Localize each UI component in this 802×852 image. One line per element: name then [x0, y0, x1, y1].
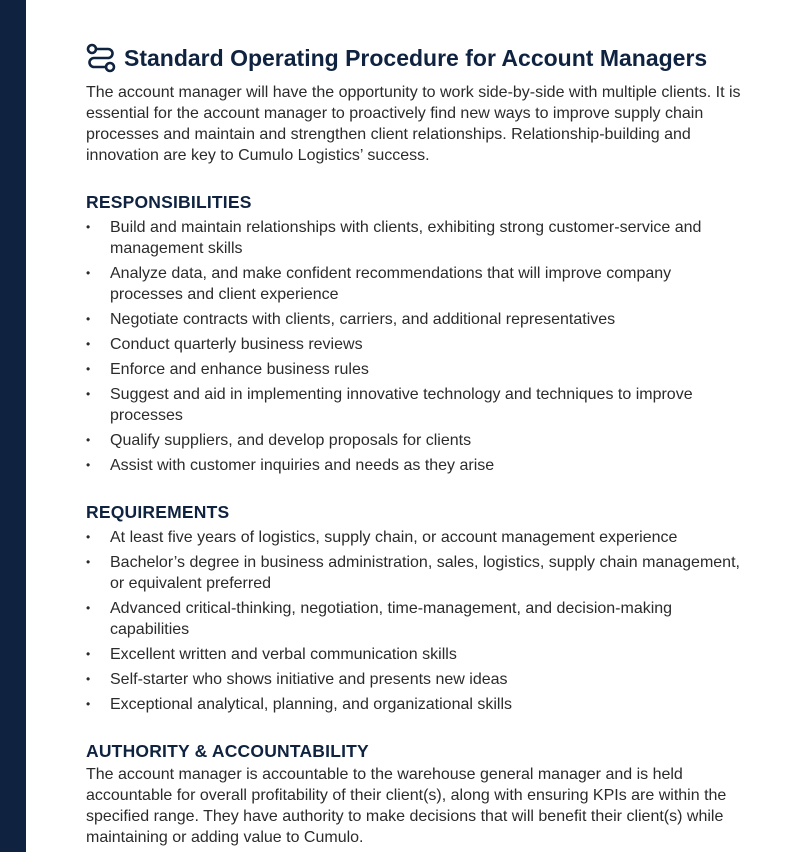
list-item [86, 309, 746, 330]
list-item [86, 430, 746, 451]
list-item-text: Build and maintain relationships with clients, exhibiting strong customer-service and management skills [110, 219, 702, 257]
list-item-text: Suggest and aid in implementing innovative technology and techniques to improve processes [110, 386, 693, 424]
bullet-icon: • [86, 647, 91, 661]
list-item [86, 527, 746, 548]
authority-paragraph: The account manager is accountable to the warehouse general manager and is held accountable for overall profitability of their client(s), along with ensuring KPIs are within the specified range. They have authority to make decisions that will benefit their client(s) while maintaining or adding value to Cumulo. [86, 766, 727, 846]
list-item [86, 263, 746, 305]
sidebar-stripe [0, 0, 26, 852]
list-item [86, 334, 746, 355]
list-item [86, 669, 746, 690]
list-item-text: Self-starter who shows initiative and presents new ideas [110, 671, 508, 688]
list-item-text: Qualify suppliers, and develop proposals for clients [110, 432, 472, 449]
list-item-text: Exceptional analytical, planning, and organizational skills [110, 696, 513, 713]
list-item [86, 552, 746, 594]
list-item [86, 359, 746, 380]
list-item-text: Advanced critical-thinking, negotiation, time-management, and decision-making capabilities [110, 600, 673, 638]
list-item [86, 455, 746, 476]
bullet-icon: • [86, 458, 91, 472]
list-item [86, 217, 746, 259]
intro-paragraph: The account manager will have the opportunity to work side-by-side with multiple clients. It is essential for the account manager to proactively find new ways to improve supply chain processes and maintain and strengthen client relationships. Relationship-building and innovation are key to Cumulo Logistics’ success. [86, 84, 741, 164]
list-item-text: Negotiate contracts with clients, carriers, and additional representatives [110, 311, 616, 328]
bullet-icon: • [86, 555, 91, 569]
requirements-heading: REQUIREMENTS [86, 502, 230, 522]
bullet-icon: • [86, 337, 91, 351]
bullet-icon: • [86, 220, 91, 234]
bullet-icon: • [86, 697, 91, 711]
responsibilities-list [86, 217, 746, 476]
bullet-icon: • [86, 312, 91, 326]
bullet-icon: • [86, 601, 91, 615]
list-item-text: Conduct quarterly business reviews [110, 336, 363, 353]
list-item [86, 598, 746, 640]
list-item [86, 384, 746, 426]
list-item-text: Analyze data, and make confident recommendations that will improve company processes and client experience [110, 265, 672, 303]
authority-heading: AUTHORITY & ACCOUNTABILITY [86, 741, 369, 761]
route-icon [86, 43, 116, 73]
page-title: Standard Operating Procedure for Account Managers [124, 44, 708, 71]
bullet-icon: • [86, 362, 91, 376]
list-item [86, 694, 746, 715]
bullet-icon: • [86, 266, 91, 280]
document-body [86, 40, 746, 848]
bullet-icon: • [86, 387, 91, 401]
title-row [86, 40, 746, 76]
bullet-icon: • [86, 672, 91, 686]
requirements-list [86, 527, 746, 715]
bullet-icon: • [86, 530, 91, 544]
list-item-text: Excellent written and verbal communication skills [110, 646, 457, 663]
list-item-text: Bachelor’s degree in business administration, sales, logistics, supply chain management, or equivalent preferred [110, 554, 740, 592]
list-item [86, 644, 746, 665]
list-item-text: At least five years of logistics, supply chain, or account management experience [110, 529, 678, 546]
list-item-text: Assist with customer inquiries and needs as they arise [110, 457, 495, 474]
responsibilities-heading: RESPONSIBILITIES [86, 192, 252, 212]
list-item-text: Enforce and enhance business rules [110, 361, 369, 378]
bullet-icon: • [86, 433, 91, 447]
